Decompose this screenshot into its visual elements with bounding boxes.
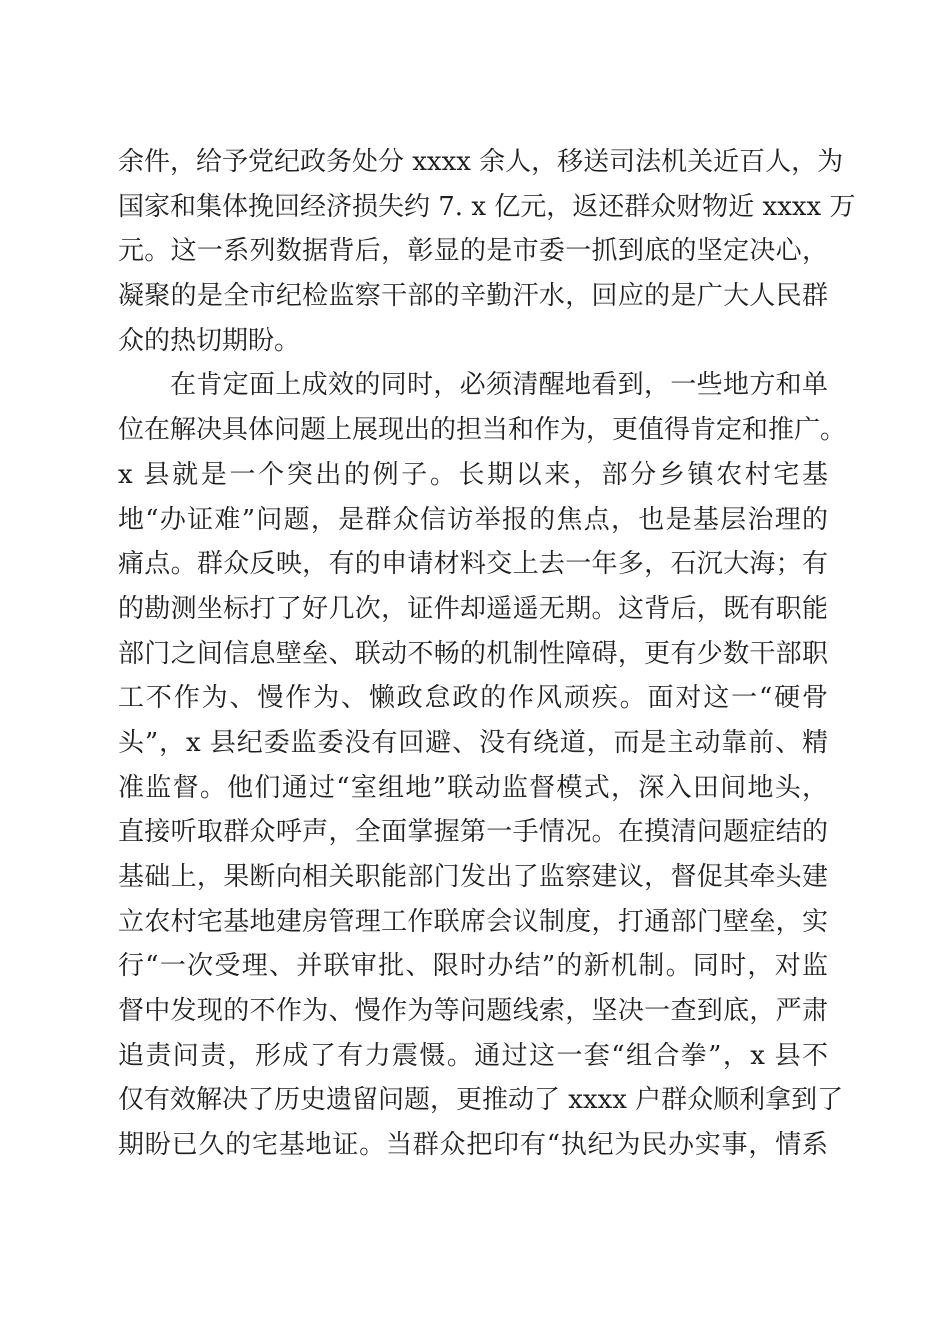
text-line: 在肯定面上成效的同时，必须清醒地看到，一些地方和单 [170, 370, 828, 401]
text-line: 准监督。他们通过“室组地”联动监督模式，深入田间地头， [118, 772, 828, 803]
text-line: 的勘测坐标打了好几次，证件却遥遥无期。这背后，既有职能 [118, 593, 828, 624]
text-line: 地“办证难”问题，是群众信访举报的焦点，也是基层治理的 [118, 504, 828, 535]
text-line: 行“一次受理、并联审批、限时办结”的新机制。同时，对监 [118, 951, 828, 982]
text-line: 工不作为、慢作为、懒政怠政的作风顽疾。面对这一“硬骨 [118, 683, 828, 714]
text-line: 立农村宅基地建房管理工作联席会议制度，打通部门壁垒，实 [118, 906, 828, 937]
text-line: 督中发现的不作为、慢作为等问题线索，坚决一查到底，严肃 [118, 996, 828, 1027]
text-line: 追责问责，形成了有力震慑。通过这一套“组合拳”，x 县不 [118, 1040, 828, 1071]
text-line: 凝聚的是全市纪检监察干部的辛勤汗水，回应的是广大人民群 [118, 281, 828, 312]
text-line: 部门之间信息壁垒、联动不畅的机制性障碍，更有少数干部职 [118, 638, 828, 669]
text-line: 元。这一系列数据背后，彰显的是市委一抓到底的坚定决心， [118, 236, 828, 267]
paragraph-1 [118, 140, 856, 363]
text-line: 余件，给予党纪政务处分 xxxx 余人，移送司法机关近百人，为 [118, 147, 844, 177]
text-line: 众的热切期盼。 [118, 325, 301, 356]
text-line: 仅有效解决了历史遗留问题，更推动了 xxxx 户群众顺利拿到了 [118, 1085, 844, 1116]
text-line: 国家和集体挽回经济损失约 7. x 亿元，返还群众财物近 xxxx 万 [118, 191, 856, 222]
text-line: 直接听取群众呼声，全面掌握第一手情况。在摸清问题症结的 [118, 817, 828, 848]
text-line: 痛点。群众反映，有的申请材料交上去一年多，石沉大海；有 [118, 549, 828, 580]
paragraph-2 [118, 363, 847, 1167]
text-line: 期盼已久的宅基地证。当群众把印有“执纪为民办实事，情系 [118, 1130, 828, 1161]
text-line: 基础上，果断向相关职能部门发出了监察建议，督促其牵头建 [118, 862, 828, 892]
text-line: 位在解决具体问题上展现出的担当和作为，更值得肯定和推广。 [118, 415, 847, 446]
text-line: 头”，x 县纪委监委没有回避、没有绕道，而是主动靠前、精 [118, 727, 828, 758]
body-text [118, 140, 856, 1168]
text-line: x 县就是一个突出的例子。长期以来，部分乡镇农村宅基 [118, 459, 828, 490]
